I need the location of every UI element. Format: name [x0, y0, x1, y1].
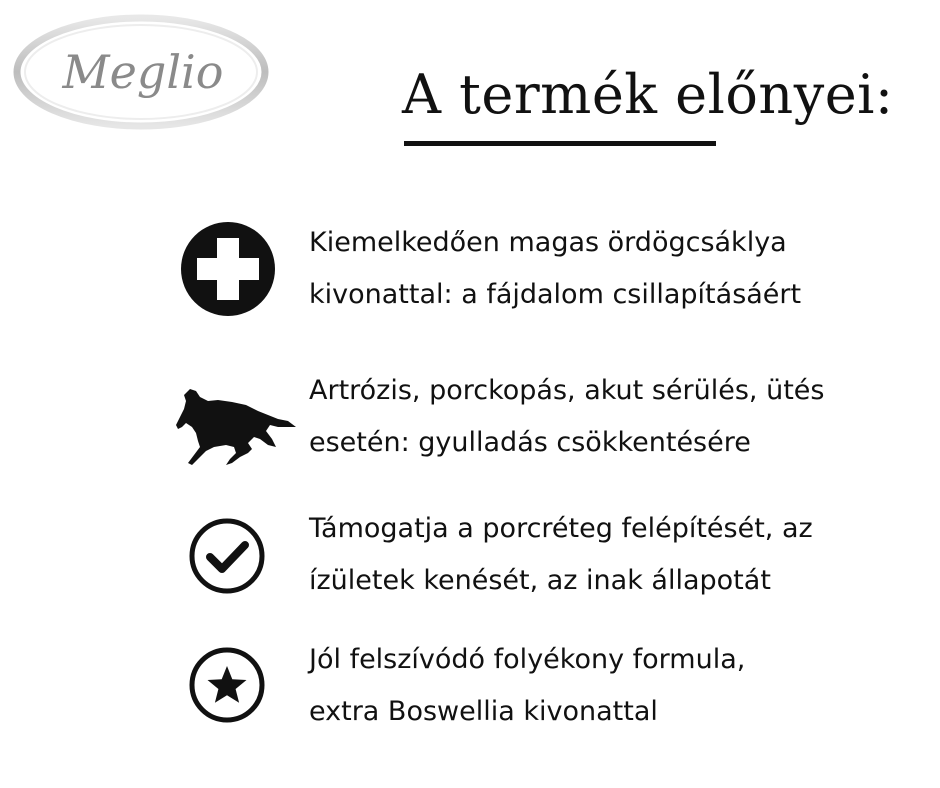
feature-item: [0, 503, 940, 613]
feature-line-1: Artrózis, porckopás, akut sérülés, ütés: [309, 375, 825, 406]
check-circle-icon: [188, 517, 266, 595]
brand-logo: [12, 12, 270, 132]
star-circle-icon: [188, 646, 266, 724]
feature-line-2: ízületek kenését, az inak állapotát: [309, 565, 771, 596]
feature-line-2: kivonattal: a fájdalom csillapításáért: [309, 279, 802, 310]
medical-cross-icon: [181, 222, 275, 316]
feature-text: [309, 365, 824, 469]
feature-line-1: Támogatja a porcréteg felépítését, az: [309, 513, 813, 544]
feature-line-2: esetén: gyulladás csökkentésére: [309, 427, 751, 458]
feature-text: [309, 217, 801, 321]
page-title: A termék előnyei:: [402, 63, 894, 126]
running-horse-icon: [174, 387, 298, 467]
feature-item: [0, 365, 940, 475]
feature-line-2: extra Boswellia kivonattal: [309, 696, 658, 727]
logo-text: Meglio: [62, 45, 224, 99]
feature-item: [0, 217, 940, 327]
feature-text: [309, 503, 813, 607]
logo-ellipse: [12, 12, 270, 132]
feature-item: [0, 634, 940, 744]
feature-text: [309, 634, 745, 738]
feature-line-1: Jól felszívódó folyékony formula,: [309, 644, 746, 675]
title-underline: [404, 141, 716, 146]
feature-line-1: Kiemelkedően magas ördögcsáklya: [309, 227, 787, 258]
